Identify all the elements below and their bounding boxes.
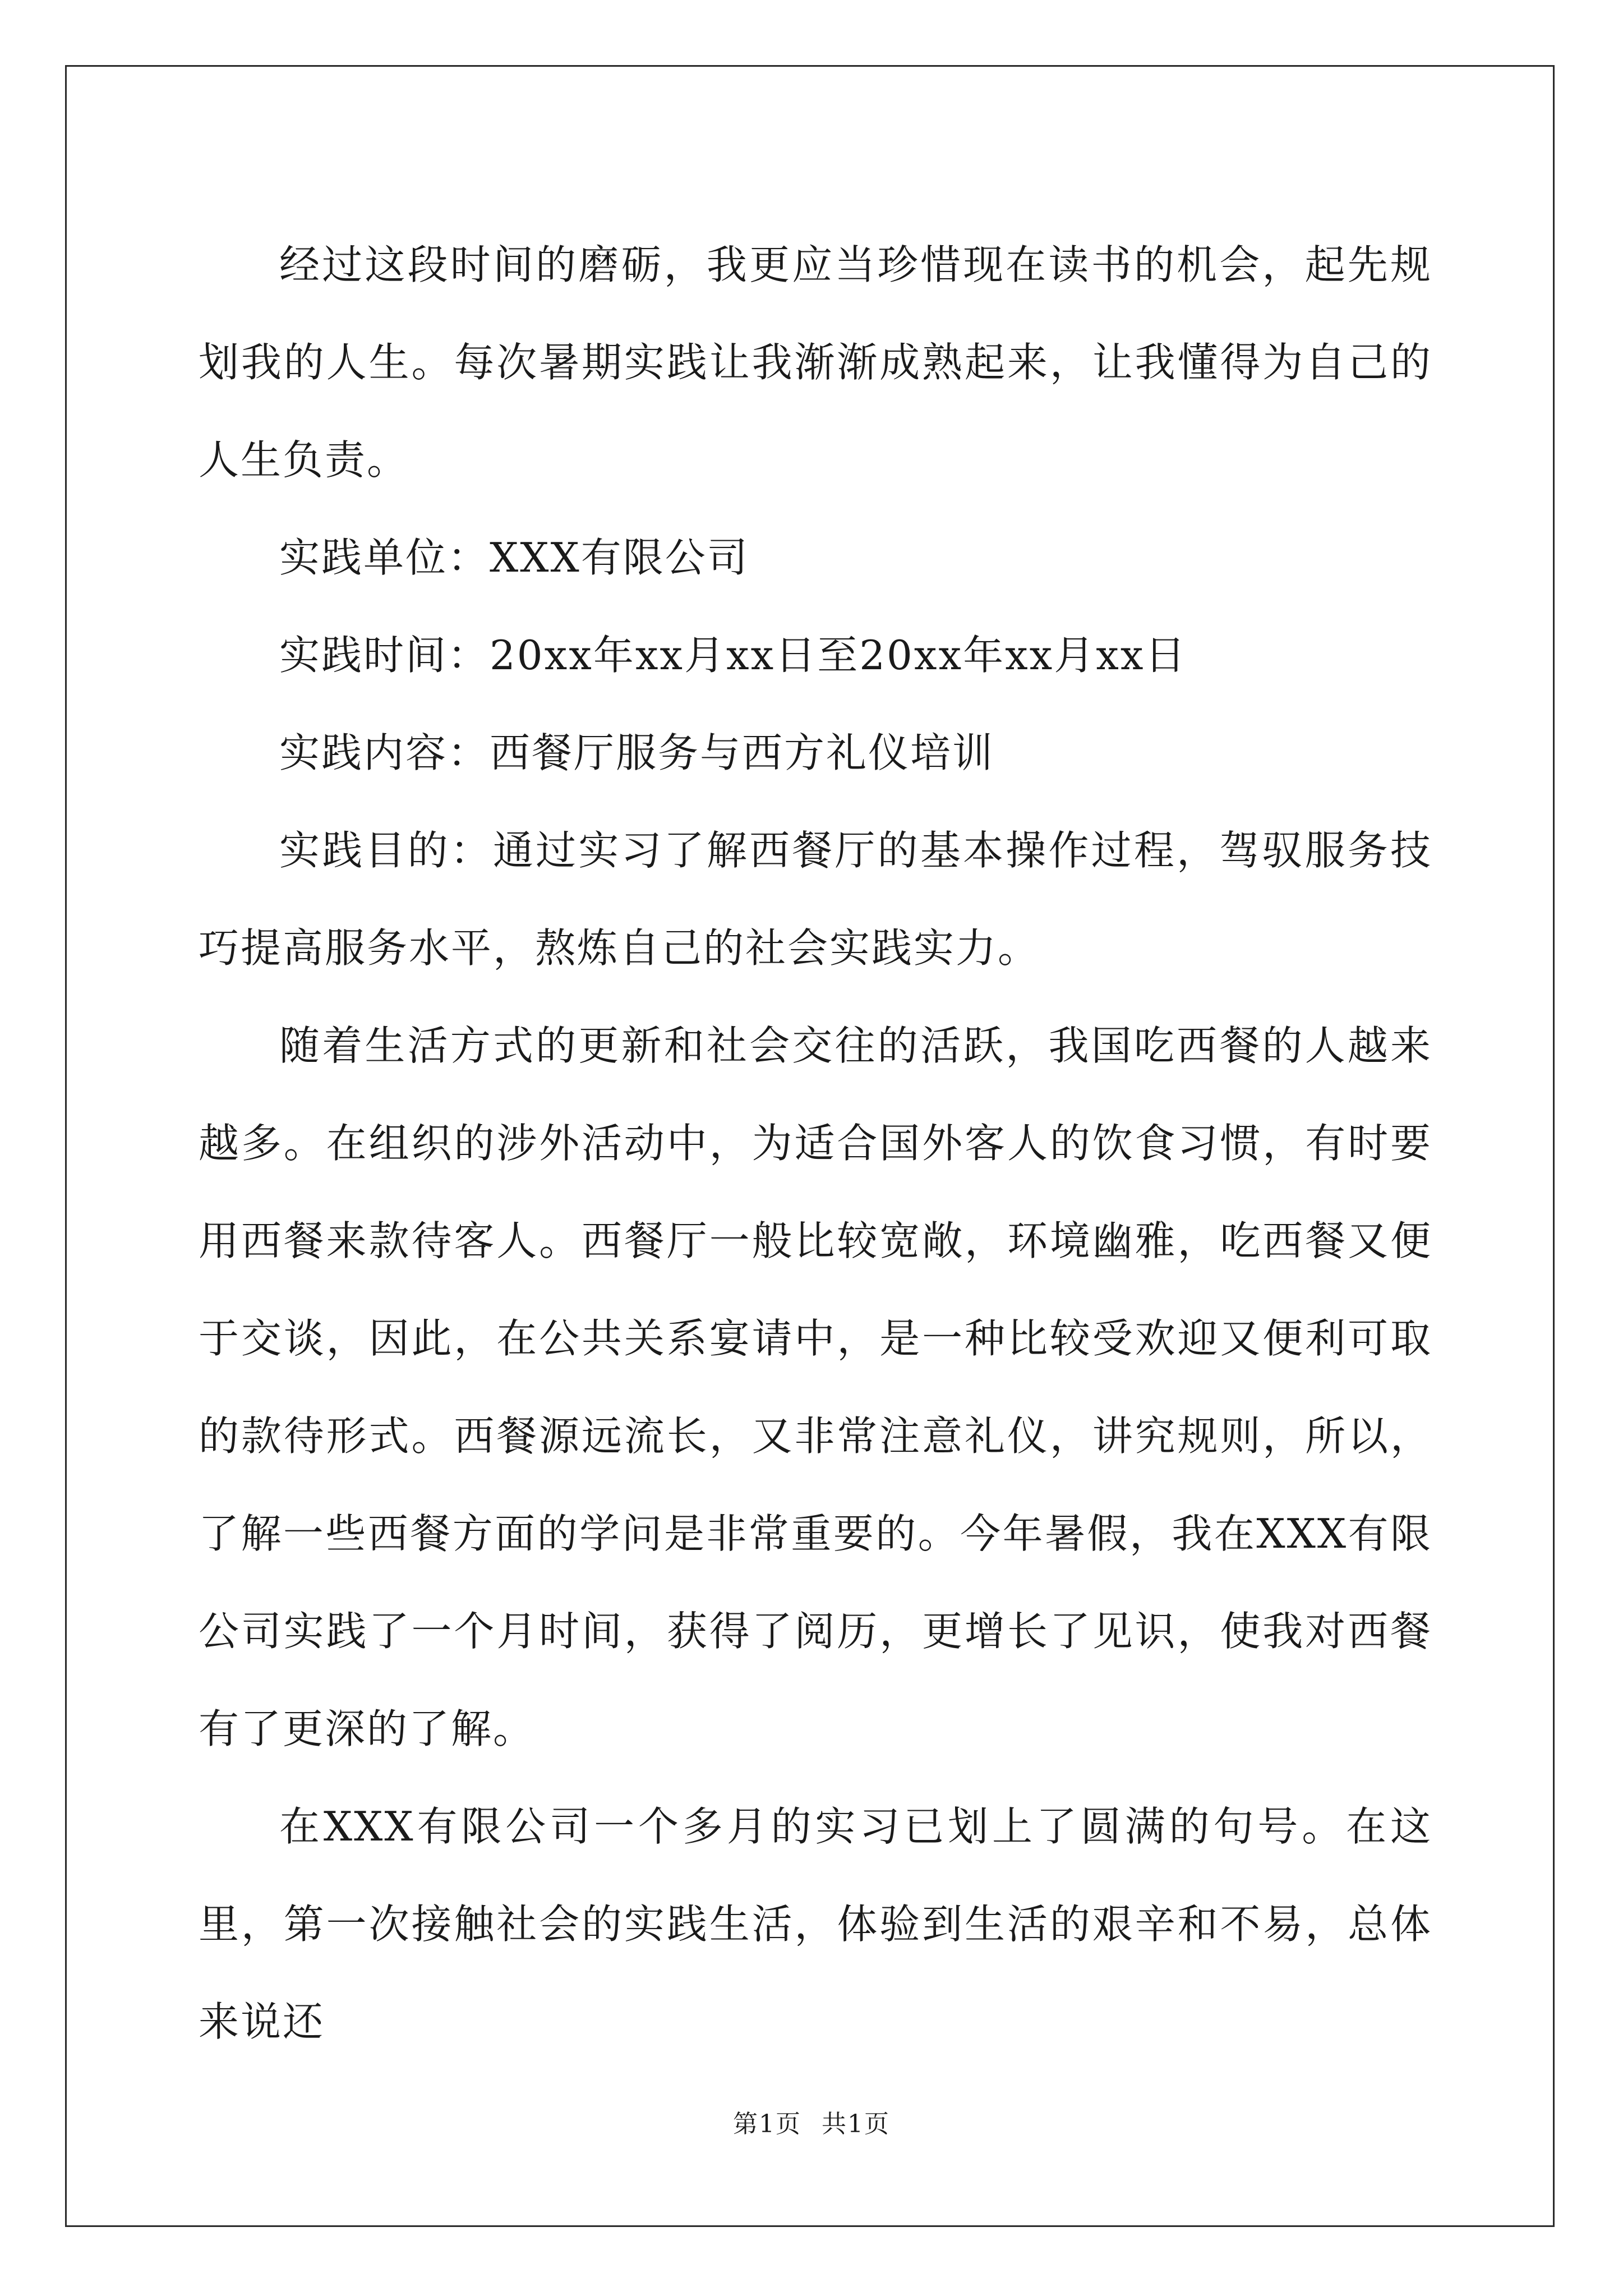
paragraph: 实践目的：通过实习了解西餐厅的基本操作过程，驾驭服务技巧提高服务水平，熬炼自己的社会实践实力。	[199, 827, 1432, 972]
paragraph: 在XXX有限公司一个多月的实习已划上了圆满的句号。在这里，第一次接触社会的实践生活，体验到生活的艰辛和不易，总体来说还	[199, 1803, 1432, 2045]
page-footer	[0, 2104, 1623, 2139]
paragraph: 实践时间：20xx年xx月xx日至20xx年xx月xx日	[279, 632, 1187, 679]
paragraph: 随着生活方式的更新和社会交往的活跃，我国吃西餐的人越来越多。在组织的涉外活动中，为适合国外客人的饮食习惯，有时要用西餐来款待客人。西餐厅一般比较宽敞，环境幽雅，吃西餐又便于交谈，因此，在公共关系宴请中，是一种比较受欢迎又便利可取的款待形式。西餐源远流长，又非常注意礼仪，讲究规则，所以，了解一些西餐方面的学问是非常重要的。今年暑假，我在XXX有限公司实践了一个月时间，获得了阅历，更增长了见识，使我对西餐有了更深的了解。	[199, 1022, 1432, 1752]
paragraph: 实践单位：XXX有限公司	[279, 534, 749, 581]
paragraph: 经过这段时间的磨砺，我更应当珍惜现在读书的机会，起先规划我的人生。每次暑期实践让我渐渐成熟起来，让我懂得为自己的人生负责。	[199, 241, 1432, 484]
document-body	[199, 216, 1432, 2070]
page-total: 共1页	[822, 2110, 890, 2138]
page-number: 第1页	[733, 2110, 801, 2138]
paragraph: 实践内容：西餐厅服务与西方礼仪培训	[279, 729, 995, 776]
